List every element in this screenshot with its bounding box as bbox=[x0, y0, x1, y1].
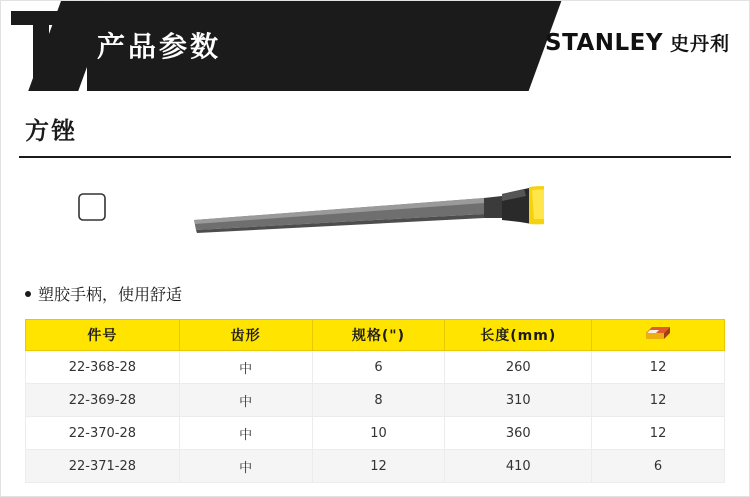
table-row bbox=[26, 417, 725, 450]
cell-tooth: 中 bbox=[179, 384, 312, 417]
page-title: 产品参数 bbox=[97, 30, 222, 63]
table-row bbox=[26, 450, 725, 483]
spec-table bbox=[25, 319, 725, 483]
column-header-length: 长度(mm) bbox=[445, 320, 592, 351]
cell-spec: 8 bbox=[312, 384, 445, 417]
product-title: 方锉 bbox=[25, 117, 77, 145]
cell-spec: 10 bbox=[312, 417, 445, 450]
product-title-block bbox=[19, 91, 731, 166]
brand-lockup bbox=[545, 29, 730, 56]
stanley-notched-rectangle-logo-icon bbox=[9, 7, 75, 83]
cell-part-no: 22-371-28 bbox=[26, 450, 180, 483]
cell-tooth: 中 bbox=[179, 450, 312, 483]
cell-qty: 12 bbox=[592, 351, 725, 384]
cell-length: 310 bbox=[445, 384, 592, 417]
feature-text: 塑胶手柄，使用舒适 bbox=[38, 285, 183, 304]
cell-length: 360 bbox=[445, 417, 592, 450]
product-image-area bbox=[19, 166, 731, 276]
table-row bbox=[26, 351, 725, 384]
table-header-row bbox=[26, 320, 725, 351]
brand-panel bbox=[519, 1, 749, 91]
page-header bbox=[1, 1, 749, 91]
cell-spec: 12 bbox=[312, 450, 445, 483]
cell-tooth: 中 bbox=[179, 417, 312, 450]
cell-spec: 6 bbox=[312, 351, 445, 384]
cell-qty: 12 bbox=[592, 417, 725, 450]
title-divider bbox=[19, 156, 731, 158]
brand-name-chinese: 史丹利 bbox=[670, 33, 731, 55]
cell-part-no: 22-369-28 bbox=[26, 384, 180, 417]
cell-qty: 6 bbox=[592, 450, 725, 483]
column-header-spec: 规格(") bbox=[312, 320, 445, 351]
bullet-dot-icon bbox=[25, 291, 31, 297]
cell-part-no: 22-370-28 bbox=[26, 417, 180, 450]
column-header-packaging bbox=[592, 320, 725, 351]
spec-table-head bbox=[26, 320, 725, 351]
column-header-part-no: 件号 bbox=[26, 320, 180, 351]
packaging-box-icon bbox=[645, 326, 671, 340]
cell-length: 410 bbox=[445, 450, 592, 483]
cell-part-no: 22-368-28 bbox=[26, 351, 180, 384]
cell-tooth: 中 bbox=[179, 351, 312, 384]
table-row bbox=[26, 384, 725, 417]
cell-length: 260 bbox=[445, 351, 592, 384]
spec-table-body bbox=[26, 351, 725, 483]
square-file-product-image bbox=[184, 174, 544, 254]
brand-name: STANLEY bbox=[545, 30, 664, 56]
square-cross-section-icon bbox=[77, 192, 107, 222]
feature-line bbox=[19, 276, 731, 319]
column-header-tooth: 齿形 bbox=[179, 320, 312, 351]
cell-qty: 12 bbox=[592, 384, 725, 417]
